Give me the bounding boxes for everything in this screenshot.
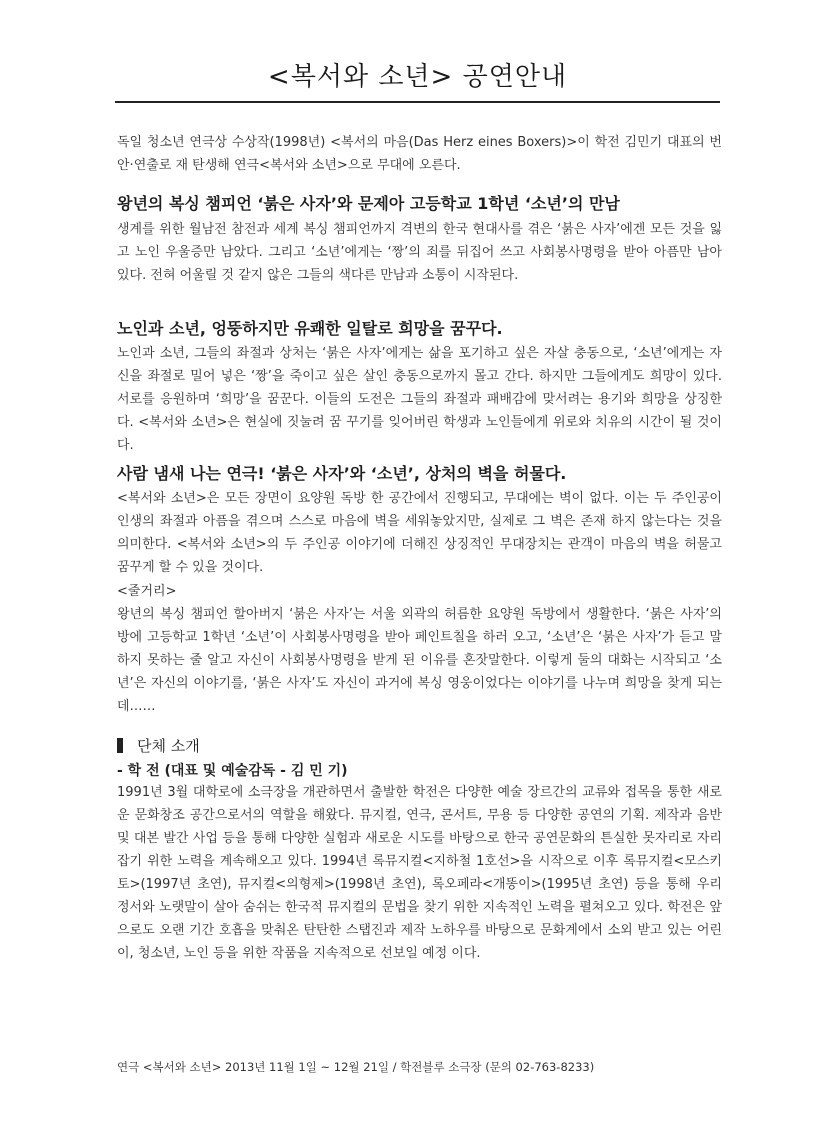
section-2-heading: 노인과 소년, 엉뚱하지만 유쾌한 일탈로 희망을 꿈꾸다. <box>117 319 503 338</box>
synopsis-body: 왕년의 복싱 챔피언 할아버지 ‘붉은 사자’는 서울 외곽의 허름한 요양원 독방에서 생활한다. ‘붉은 사자’의 방에 고등학교 1학년 ‘소년’이 사회봉사명령을 받아 페인트칠을 하러 오고, ‘소년’은 ‘붉은 사자’가 듣고 말하지 못하는 줄 알고 자신이 사회봉사명령을 받게 된 이유를 혼잣말한다. 이렇게 둘의 대화는 시작되고 ‘소년’은 자신의 이야기를, ‘붉은 사자’도 자신이 과거에 복싱 영웅이었다는 이야기를 나누며 희망을 찾게 되는데…… <box>117 607 722 714</box>
group-section-label <box>117 735 722 756</box>
footer-info: 연극 <복서와 소년> 2013년 11월 1일 ~ 12월 21일 / 학전블루 소극장 (문의 02-763-8233) <box>117 1060 595 1074</box>
section-2-body: 노인과 소년, 그들의 좌절과 상처는 ‘붉은 사자’에게는 삶을 포기하고 싶은 자살 충동으로, ‘소년’에게는 자신을 좌절로 밀어 넣은 ‘짱’을 죽이고 싶은 살인 충동으로까지 몰고 간다. 하지만 그들에게도 희망이 있다. 서로를 응원하며 ‘희망’을 꿈꾼다. 이들의 도전은 그들의 좌절과 패배감에 맞서려는 용기와 희망을 상징한다. <복서와 소년>은 현실에 짓눌려 꿈 꾸기를 잊어버린 학생과 노인들에게 위로와 치유의 시간이 될 것이다. <box>117 346 722 453</box>
section-3-heading: 사람 냄새 나는 연극! ‘붉은 사자’와 ‘소년’, 상처의 벽을 허물다. <box>117 464 567 483</box>
section-3-body: <복서와 소년>은 모든 장면이 요양원 독방 한 공간에서 진행되고, 무대에는 벽이 없다. 이는 두 주인공이 인생의 좌절과 아픔을 겪으며 스스로 마음에 벽을 세워놓았지만, 실제로 그 벽은 존재 하지 않는다는 것을 의미한다. <복서와 소년>의 두 주인공 이야기에 더해진 상징적인 무대장치는 관객이 마음의 벽을 허물고 꿈꾸게 할 수 있을 것이다. <box>117 491 722 575</box>
intro-paragraph: 독일 청소년 연극상 수상작(1998년) <복서의 마음(Das Herz eines Boxers)>이 학전 김민기 대표의 번안·연출로 재 탄생해 연극<복서와 소년>으로 무대에 오른다. <box>117 135 722 173</box>
group-label-text: 단체 소개 <box>137 737 200 755</box>
section-1-body: 생계를 위한 월남전 참전과 세계 복싱 챔피언까지 격변의 한국 현대사를 겪은 ‘붉은 사자’에겐 모든 것을 잃고 노인 우울증만 남았다. 그리고 ‘소년’에게는 ‘짱’의 죄를 뒤집어 쓰고 사회봉사명령을 받아 아픔만 남아 있다. 전혀 어울릴 것 같지 않은 그들의 색다른 만남과 소통이 시작된다. <box>117 222 722 283</box>
section-marker-icon <box>117 738 123 753</box>
synopsis-label: <줄거리> <box>117 584 177 599</box>
group-subheading: - 학 전 (대표 및 예술감독 - 김 민 기) <box>117 763 348 779</box>
page-title: <복서와 소년> 공연안내 <box>267 62 568 92</box>
section-1-heading: 왕년의 복싱 챔피언 ‘붉은 사자’와 문제아 고등학교 1학년 ‘소년’의 만남 <box>117 194 620 213</box>
group-body: 1991년 3월 대학로에 소극장을 개관하면서 출발한 학전은 다양한 예술 장르간의 교류와 접목을 통한 새로운 문화창조 공간으로서의 역할을 해왔다. 뮤지컬, 연극, 콘서트, 무용 등 다양한 공연의 기획. 제작과 음반 및 대본 발간 사업 등을 통해 다양한 실험과 새로운 시도를 바탕으로 한국 공연문화의 튼실한 못자리로 자리잡기 위한 노력을 계속해오고 있다. 1994년 록뮤지컬<지하철 1호선>을 시작으로 이후 록뮤지컬<모스키토>(1997년 초연), 뮤지컬<의형제>(1998년 초연), 록오페라<개똥이>(1995년 초연) 등을 통해 우리 정서와 노랫말이 살아 숨쉬는 한국적 뮤지컬의 문법을 찾기 위한 지속적인 노력을 펼쳐오고 있다. 학전은 앞으로도 오랜 기간 호흡을 맞춰온 탄탄한 스탭진과 제작 노하우를 바탕으로 문화계에서 소외 받고 있는 어린이, 청소년, 노인 등을 위한 작품을 지속적으로 선보일 예정 이다. <box>117 785 722 961</box>
title-underline <box>115 101 720 103</box>
